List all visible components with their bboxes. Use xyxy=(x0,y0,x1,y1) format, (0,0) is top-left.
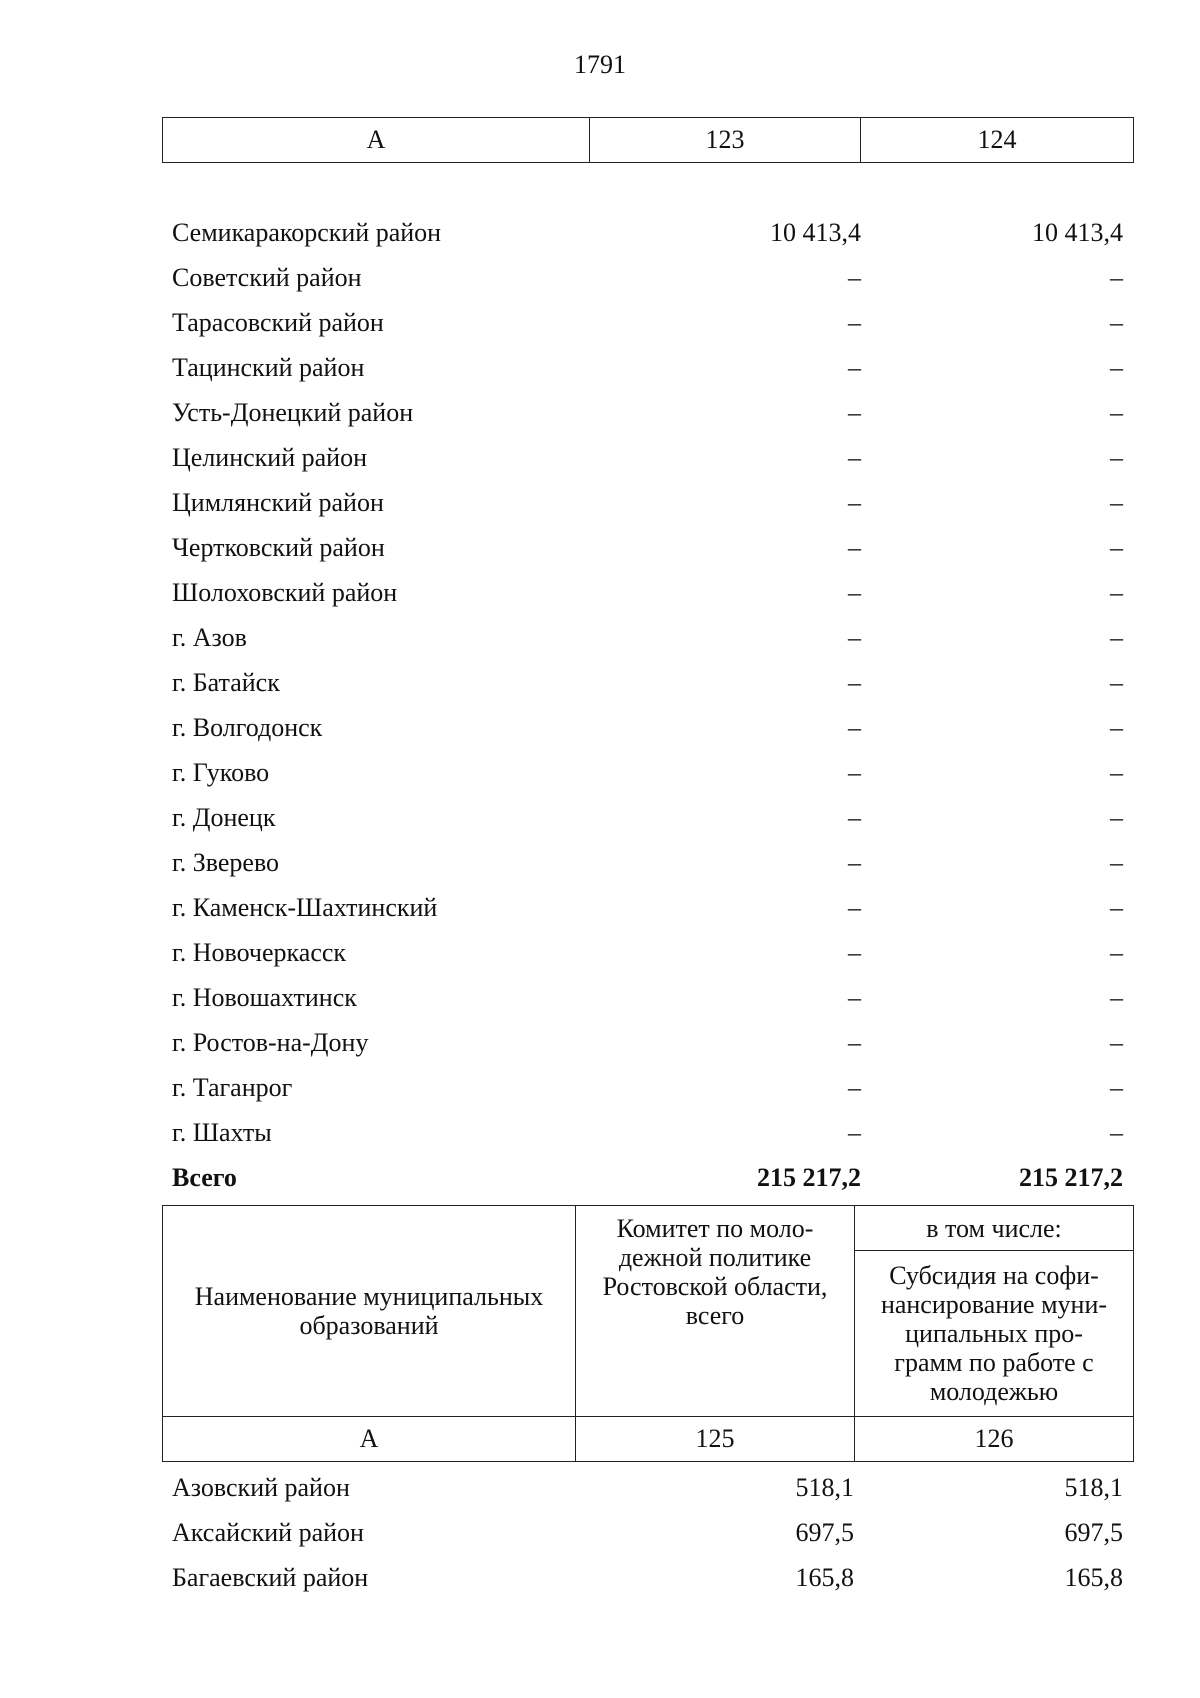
header-col-123: 123 xyxy=(590,118,861,163)
table-row xyxy=(172,975,1123,1020)
value-subsidy: – xyxy=(1110,623,1123,652)
municipality-name: г. Новочеркасск xyxy=(172,938,347,967)
header-line: всего xyxy=(685,1301,745,1330)
header-line: нансирование муни- xyxy=(880,1290,1108,1320)
value-total: – xyxy=(848,803,861,832)
value-subsidy: 165,8 xyxy=(1064,1563,1123,1592)
header-line: дежной политике xyxy=(618,1243,812,1272)
table-row xyxy=(172,1510,1123,1555)
value-subsidy: – xyxy=(1110,263,1123,292)
municipality-name: г. Новошахтинск xyxy=(172,983,357,1012)
page-number: 1791 xyxy=(574,50,626,79)
value-total: – xyxy=(848,623,861,652)
municipality-name: г. Гуково xyxy=(172,758,270,787)
table-row xyxy=(172,390,1123,435)
value-total: 215 217,2 xyxy=(757,1163,861,1192)
bottom-table-body xyxy=(172,1465,1123,1600)
header-line: Комитет по моло- xyxy=(616,1214,814,1243)
header-including: в том числе: xyxy=(855,1206,1134,1251)
municipality-name: Тарасовский район xyxy=(172,308,384,337)
municipality-name: Целинский район xyxy=(172,443,367,472)
table-row xyxy=(172,1465,1123,1510)
table-row xyxy=(172,525,1123,570)
municipality-name: г. Шахты xyxy=(172,1118,272,1147)
value-subsidy: – xyxy=(1110,668,1123,697)
value-total: – xyxy=(848,668,861,697)
header-line: молодежью xyxy=(929,1377,1059,1407)
table-row xyxy=(172,795,1123,840)
value-total: 518,1 xyxy=(795,1473,854,1502)
table-row xyxy=(172,1555,1123,1600)
table-row xyxy=(172,345,1123,390)
table-row xyxy=(172,255,1123,300)
header-municipality-name xyxy=(163,1206,576,1417)
table-row xyxy=(172,615,1123,660)
table-row xyxy=(172,1110,1123,1155)
municipality-name: Аксайский район xyxy=(172,1518,364,1547)
value-subsidy: – xyxy=(1110,353,1123,382)
top-column-header xyxy=(162,117,1134,163)
table-row xyxy=(172,1065,1123,1110)
municipality-name: Семикаракорский район xyxy=(172,218,442,247)
value-subsidy: – xyxy=(1110,1028,1123,1057)
value-subsidy: – xyxy=(1110,443,1123,472)
table-row xyxy=(172,840,1123,885)
value-total: – xyxy=(848,1073,861,1102)
value-subsidy: – xyxy=(1110,938,1123,967)
value-subsidy: – xyxy=(1110,308,1123,337)
value-subsidy: – xyxy=(1110,398,1123,427)
value-subsidy: 10 413,4 xyxy=(1032,218,1123,247)
value-total: 697,5 xyxy=(795,1518,854,1547)
municipality-name: г. Азов xyxy=(172,623,247,652)
municipality-name: Азовский район xyxy=(172,1473,350,1502)
value-total: – xyxy=(848,893,861,922)
value-subsidy: – xyxy=(1110,578,1123,607)
value-total: – xyxy=(848,938,861,967)
value-total: – xyxy=(848,443,861,472)
municipality-name: г. Зверево xyxy=(172,848,280,877)
municipality-name: г. Ростов-на-Дону xyxy=(172,1028,369,1057)
municipality-name: Советский район xyxy=(172,263,362,292)
header-col-a: А xyxy=(163,118,590,163)
header-line: грамм по работе с xyxy=(894,1348,1094,1378)
value-subsidy: 215 217,2 xyxy=(1019,1163,1123,1192)
table-row xyxy=(172,570,1123,615)
municipality-name: Чертковский район xyxy=(172,533,385,562)
value-subsidy: 697,5 xyxy=(1064,1518,1123,1547)
header-line: образований xyxy=(299,1311,439,1340)
table-row xyxy=(172,750,1123,795)
municipality-name: Всего xyxy=(172,1163,237,1192)
value-subsidy: – xyxy=(1110,848,1123,877)
value-subsidy: – xyxy=(1110,983,1123,1012)
table-row xyxy=(172,930,1123,975)
municipality-name: г. Каменск-Шахтинский xyxy=(172,893,438,922)
value-total: – xyxy=(848,578,861,607)
value-subsidy: – xyxy=(1110,713,1123,742)
value-total: – xyxy=(848,1118,861,1147)
value-total: 10 413,4 xyxy=(770,218,861,247)
total-row xyxy=(172,1155,1123,1200)
municipality-name: Цимлянский район xyxy=(172,488,384,517)
value-total: – xyxy=(848,983,861,1012)
value-total: – xyxy=(848,848,861,877)
value-total: – xyxy=(848,398,861,427)
value-subsidy: – xyxy=(1110,533,1123,562)
header-num-a: А xyxy=(163,1417,576,1462)
top-table-body xyxy=(172,210,1123,1200)
header-line: ципальных про- xyxy=(905,1319,1083,1349)
header-line: Наименование муниципальных xyxy=(194,1282,544,1311)
value-total: – xyxy=(848,263,861,292)
value-subsidy: – xyxy=(1110,488,1123,517)
header-num-126: 126 xyxy=(855,1417,1134,1462)
table-row xyxy=(172,705,1123,750)
header-col-124: 124 xyxy=(861,118,1134,163)
header-num-125: 125 xyxy=(576,1417,855,1462)
value-subsidy: – xyxy=(1110,1073,1123,1102)
value-total: – xyxy=(848,1028,861,1057)
municipality-name: г. Таганрог xyxy=(172,1073,293,1102)
municipality-name: Багаевский район xyxy=(172,1563,369,1592)
municipality-name: г. Волгодонск xyxy=(172,713,323,742)
header-line: Ростовской области, xyxy=(602,1272,828,1301)
bottom-column-header xyxy=(162,1205,1134,1462)
municipality-name: Тацинский район xyxy=(172,353,365,382)
table-row xyxy=(172,435,1123,480)
value-subsidy: – xyxy=(1110,893,1123,922)
value-total: – xyxy=(848,488,861,517)
value-subsidy: – xyxy=(1110,758,1123,787)
table-row xyxy=(172,885,1123,930)
value-total: – xyxy=(848,353,861,382)
value-subsidy: – xyxy=(1110,803,1123,832)
municipality-name: Усть-Донецкий район xyxy=(172,398,414,427)
value-total: – xyxy=(848,758,861,787)
municipality-name: Шолоховский район xyxy=(172,578,398,607)
value-subsidy: 518,1 xyxy=(1064,1473,1123,1502)
value-total: – xyxy=(848,713,861,742)
header-subsidy xyxy=(855,1251,1134,1417)
table-row xyxy=(172,1020,1123,1065)
table-row xyxy=(172,480,1123,525)
header-committee-total xyxy=(576,1206,855,1417)
value-total: – xyxy=(848,533,861,562)
table-row xyxy=(172,210,1123,255)
municipality-name: г. Донецк xyxy=(172,803,276,832)
value-total: 165,8 xyxy=(795,1563,854,1592)
municipality-name: г. Батайск xyxy=(172,668,280,697)
value-subsidy: – xyxy=(1110,1118,1123,1147)
table-row xyxy=(172,300,1123,345)
table-row xyxy=(172,660,1123,705)
value-total: – xyxy=(848,308,861,337)
header-line: Субсидия на софи- xyxy=(889,1261,1099,1291)
